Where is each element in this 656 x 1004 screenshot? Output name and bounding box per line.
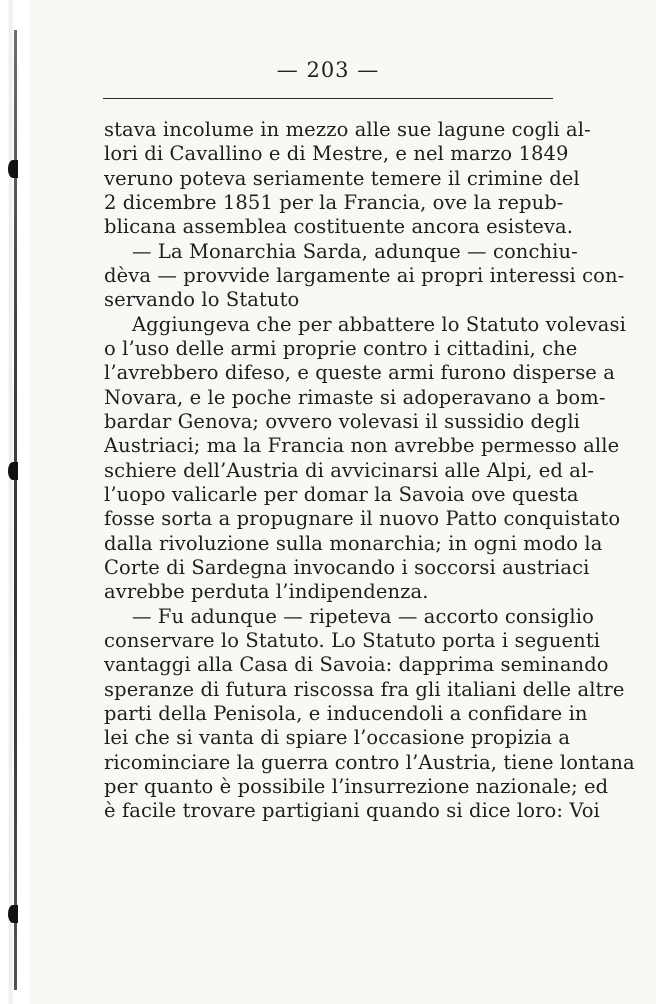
- text-line: lori di Cavallino e di Mestre, e nel marzo 1849: [104, 142, 569, 166]
- text-line: schiere dell’Austria di avvicinarsi alle Alpi, ed al-: [104, 458, 595, 482]
- text-line: Aggiungeva che per abbattere lo Statuto volevasi: [132, 312, 626, 336]
- text-line: parti della Penisola, e inducendoli a confidare in: [104, 701, 588, 725]
- text-line: fosse sorta a propugnare il nuovo Patto conquistato: [104, 507, 621, 531]
- text-line: vantaggi alla Casa di Savoia: dapprima seminando: [104, 653, 609, 677]
- header-rule: [103, 98, 553, 99]
- text-line: servando lo Statuto: [104, 288, 300, 312]
- text-line: bardar Genova; ovvero volevasi il sussidio degli: [104, 409, 580, 433]
- text-line: speranze di futura riscossa fra gli italiani delle altre: [104, 677, 625, 701]
- text-line: — La Monarchia Sarda, adunque — conchiu-: [132, 239, 578, 263]
- body-text: [104, 118, 635, 824]
- page-number: — 203 —: [276, 58, 380, 82]
- text-line: Austriaci; ma la Francia non avrebbe permesso alle: [104, 434, 620, 458]
- text-line: o l’uso delle armi proprie contro i cittadini, che: [104, 336, 578, 360]
- text-line: dalla rivoluzione sulla monarchia; in ogni modo la: [104, 531, 603, 555]
- text-line: veruno poteva seriamente temere il crimine del: [104, 166, 580, 190]
- text-line: ricominciare la guerra contro l’Austria, tiene lontana: [104, 750, 635, 774]
- text-line: l’avrebbero difeso, e queste armi furono disperse a: [104, 361, 615, 385]
- page-binding-edge: [0, 0, 30, 1004]
- text-line: è facile trovare partigiani quando si dice loro: Voi: [104, 799, 600, 823]
- paragraph: [104, 312, 626, 605]
- text-line: 2 dicembre 1851 per la Francia, ove la repub-: [104, 190, 564, 214]
- text-line: l’uopo valicarle per domar la Savoia ove questa: [104, 482, 579, 506]
- paragraph: [104, 239, 625, 313]
- text-line: lei che si vanta di spiare l’occasione propizia a: [104, 726, 571, 750]
- text-line: Corte di Sardegna invocando i soccorsi austriaci: [104, 555, 590, 579]
- text-line: dèva — provvide largamente ai propri interessi con-: [104, 263, 625, 287]
- binding-mark: [8, 160, 18, 178]
- text-line: conservare lo Statuto. Lo Statuto porta i seguenti: [104, 628, 601, 652]
- text-line: per quanto è possibile l’insurrezione nazionale; ed: [104, 774, 609, 798]
- binding-mark: [8, 462, 18, 480]
- text-line: stava incolume in mezzo alle sue lagune cogli al-: [104, 118, 591, 141]
- text-line: avrebbe perduta l’indipendenza.: [104, 580, 429, 604]
- paragraph: [104, 604, 635, 824]
- text-line: Novara, e le poche rimaste si adoperavano a bom-: [104, 385, 606, 409]
- paragraph: [104, 118, 591, 240]
- text-line: — Fu adunque — ripeteva — accorto consiglio: [132, 604, 594, 628]
- text-line: blicana assemblea costituente ancora esisteva.: [104, 215, 574, 239]
- binding-mark: [8, 905, 18, 923]
